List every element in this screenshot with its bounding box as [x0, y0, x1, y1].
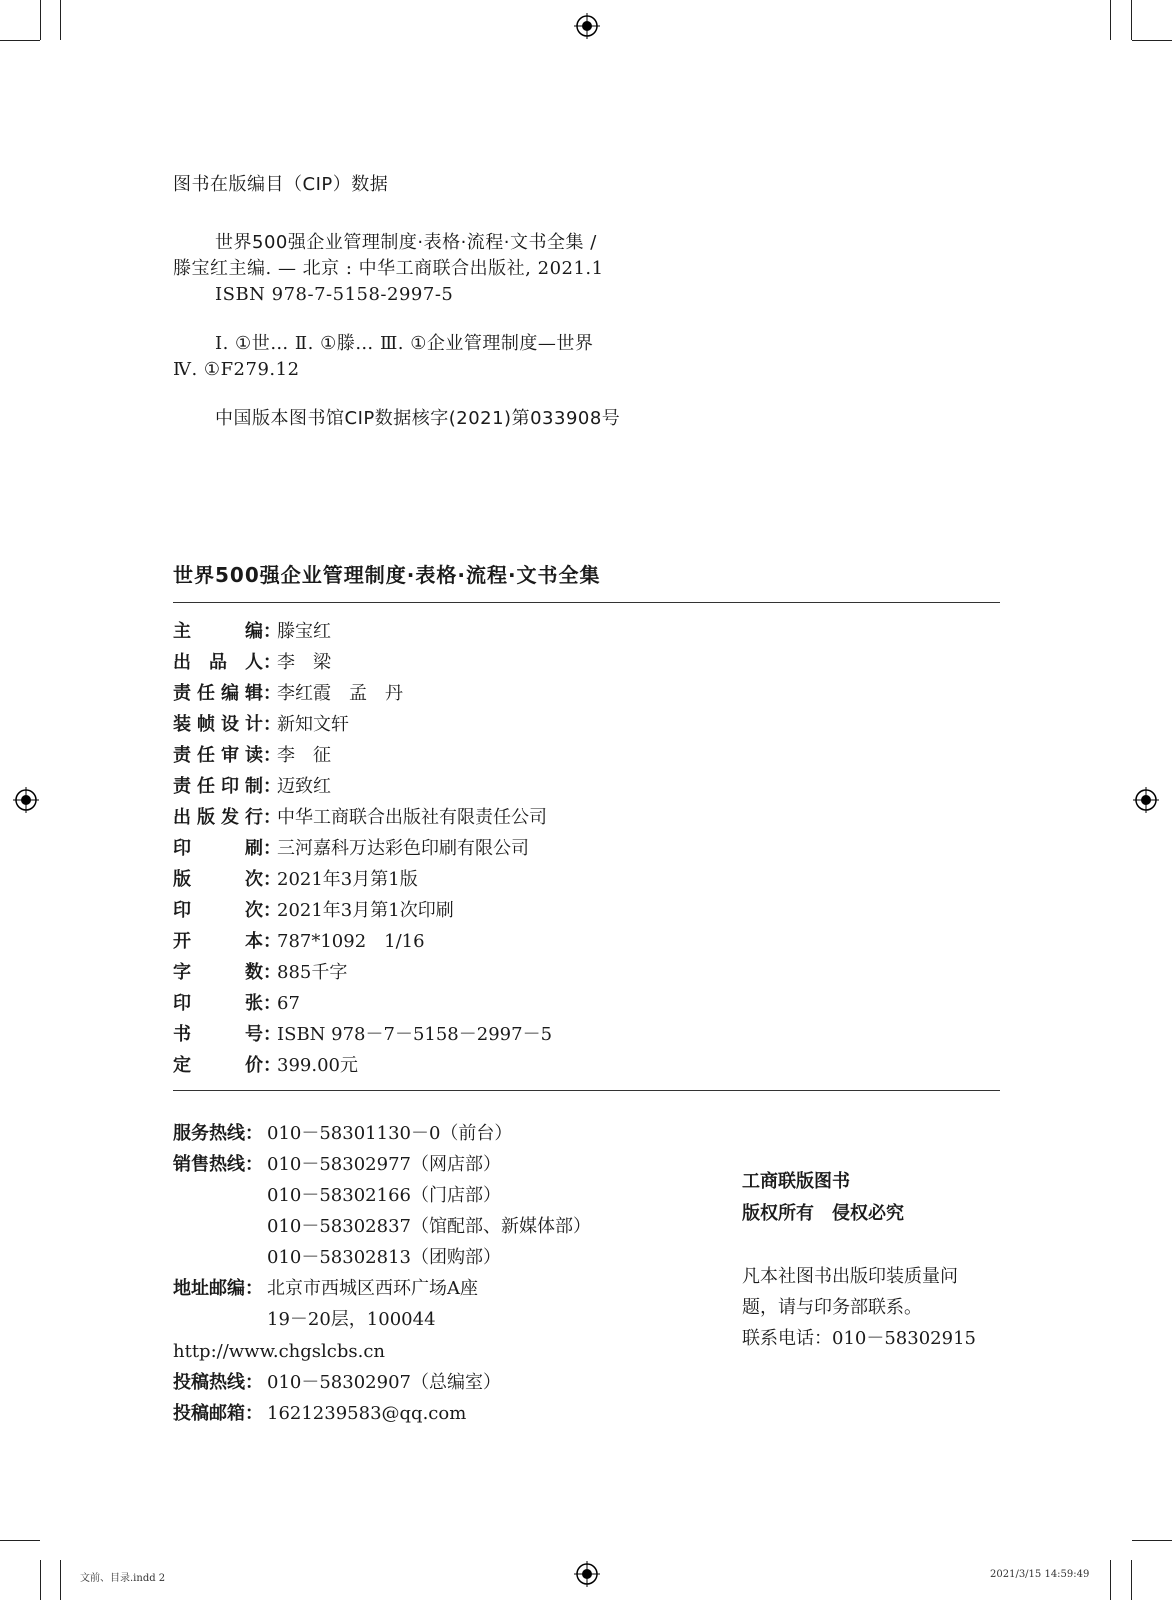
sales-hotline: 销售热线： 010－58302977（网店部）	[173, 1154, 501, 1175]
credit-row: 责任审读：李 征	[173, 745, 331, 766]
submission-email: 投稿邮箱： 1621239583@qq.com	[173, 1403, 467, 1424]
slug-timestamp: 2021/3/15 14:59:49	[990, 1569, 1090, 1580]
website-link[interactable]: http://www.chgslcbs.cn	[173, 1341, 386, 1362]
cip-record-line: 中国版本图书馆CIP数据核字(2021)第033908号	[215, 408, 621, 429]
side-brand: 工商联版图书	[742, 1171, 850, 1192]
crop-mark-tr-h	[1132, 40, 1172, 41]
registration-top-icon	[574, 13, 600, 39]
cip-author-line: 滕宝红主编. — 北京 : 中华工商联合出版社, 2021.1	[173, 258, 604, 279]
crop-mark-tl-v2	[60, 0, 61, 40]
slug-filename: 文前、目录.indd 2	[80, 1573, 166, 1584]
credit-row: 出品人：李 梁	[173, 652, 331, 673]
book-title: 世界500强企业管理制度·表格·流程·文书全集	[173, 563, 601, 587]
crop-mark-br-v	[1110, 1560, 1111, 1600]
crop-mark-br-v2	[1131, 1560, 1132, 1600]
registration-left-icon	[13, 787, 39, 813]
credit-row: 责任印制：迈致红	[173, 776, 331, 797]
credit-row: 装帧设计：新知文轩	[173, 714, 349, 735]
crop-mark-tl-v	[40, 0, 41, 40]
registration-right-icon	[1133, 787, 1159, 813]
registration-bottom-icon	[574, 1561, 600, 1587]
side-notice-3: 联系电话：010－58302915	[742, 1328, 976, 1349]
crop-mark-tl-h	[0, 40, 40, 41]
crop-mark-bl-v	[40, 1560, 41, 1600]
crop-mark-tr-v2	[1131, 0, 1132, 40]
cip-class-line1: Ⅰ. ①世… Ⅱ. ①滕… Ⅲ. ①企业管理制度—世界	[215, 333, 594, 354]
credit-row: 开本：787*1092 1/16	[173, 931, 425, 952]
title-rule	[173, 602, 1000, 603]
credit-row: 印刷：三河嘉科万达彩色印刷有限公司	[173, 838, 529, 859]
sales-hotline-2: 010－58302166（门店部）	[267, 1185, 501, 1206]
sales-hotline-3: 010－58302837（馆配部、新媒体部）	[267, 1216, 591, 1237]
credit-row: 印张：67	[173, 993, 300, 1014]
credit-row: 字数：885千字	[173, 962, 348, 983]
credit-row: 主编：滕宝红	[173, 621, 331, 642]
crop-mark-tr-v	[1110, 0, 1111, 40]
credit-row: 书号：ISBN 978－7－5158－2997－5	[173, 1024, 553, 1045]
cip-class-line2: Ⅳ. ①F279.12	[173, 359, 300, 380]
submission-hotline: 投稿热线： 010－58302907（总编室）	[173, 1372, 501, 1393]
service-hotline: 服务热线： 010－58301130－0（前台）	[173, 1123, 513, 1144]
side-rights: 版权所有 侵权必究	[742, 1203, 904, 1224]
cip-title-line: 世界500强企业管理制度·表格·流程·文书全集 /	[215, 232, 597, 253]
credit-row: 版次：2021年3月第1版	[173, 869, 418, 890]
sales-hotline-4: 010－58302813（团购部）	[267, 1247, 501, 1268]
credit-row: 印次：2021年3月第1次印刷	[173, 900, 454, 921]
credit-row: 定价：399.00元	[173, 1055, 358, 1076]
side-notice-1: 凡本社图书出版印装质量问	[742, 1266, 958, 1287]
cip-header: 图书在版编目（CIP）数据	[173, 174, 389, 195]
address-line2: 19－20层，100044	[267, 1309, 436, 1330]
cip-isbn-line: ISBN 978-7-5158-2997-5	[215, 284, 454, 305]
crop-mark-bl-v2	[60, 1560, 61, 1600]
credit-row: 责任编辑：李红霞 孟 丹	[173, 683, 403, 704]
address: 地址邮编： 北京市西城区西环广场A座	[173, 1278, 478, 1299]
side-notice-2: 题，请与印务部联系。	[742, 1297, 922, 1318]
credit-row: 出版发行：中华工商联合出版社有限责任公司	[173, 807, 547, 828]
crop-mark-bl-h	[0, 1540, 40, 1541]
crop-mark-br-h	[1132, 1540, 1172, 1541]
credits-rule	[173, 1090, 1000, 1091]
